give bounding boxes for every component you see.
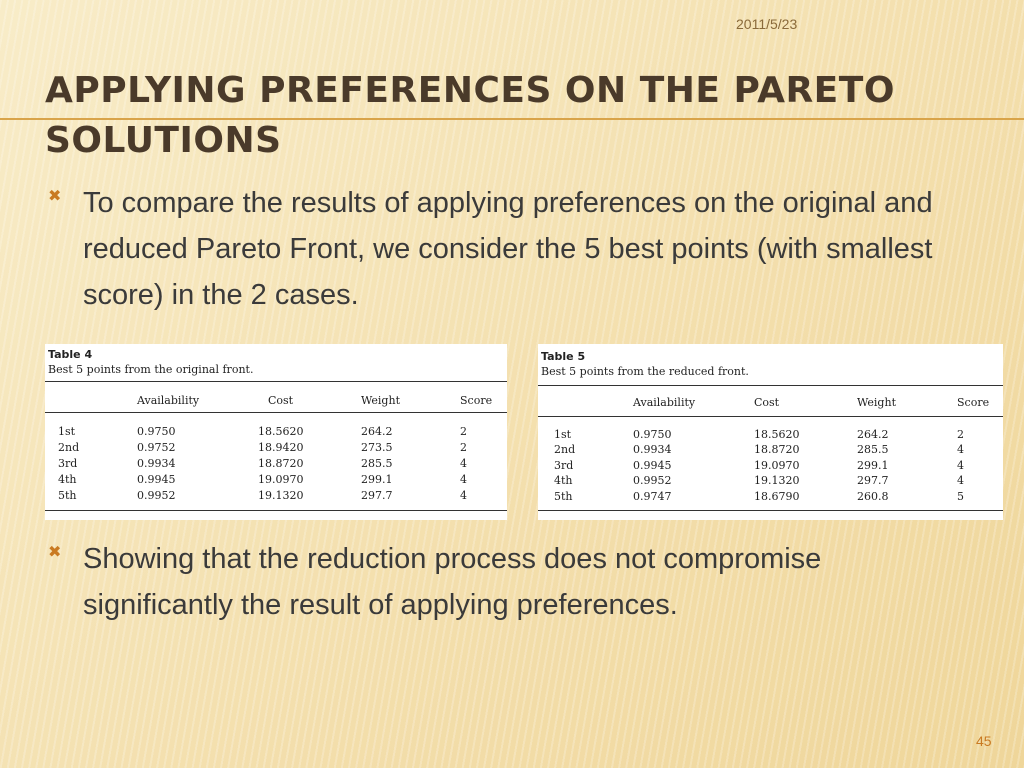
table-original-front — [45, 344, 507, 520]
cell-score: 4 — [460, 473, 467, 486]
table-reduced-front — [538, 344, 1003, 520]
cell-rank: 5th — [554, 490, 573, 503]
bullet-2 — [48, 536, 978, 636]
cell-score: 4 — [957, 459, 964, 472]
cell-weight: 273.5 — [361, 441, 393, 454]
table-rule-header — [45, 412, 507, 413]
cell-cost: 19.1320 — [258, 489, 304, 502]
cell-rank: 3rd — [58, 457, 78, 470]
cell-availability: 0.9945 — [137, 473, 176, 486]
cell-availability: 0.9952 — [137, 489, 176, 502]
slide-date: 2011/5/23 — [736, 16, 798, 32]
cell-weight: 264.2 — [857, 428, 889, 441]
cell-weight: 297.7 — [857, 474, 889, 487]
cell-cost: 18.9420 — [258, 441, 304, 454]
col-header-availability: Availability — [633, 396, 696, 409]
slide-title: APPLYING PREFERENCES ON THE PARETO SOLUTIONS — [45, 70, 895, 161]
col-header-availability: Availability — [137, 394, 200, 407]
cell-cost: 18.8720 — [754, 443, 800, 456]
table-caption: Best 5 points from the original front. — [48, 363, 254, 376]
cell-rank: 4th — [554, 474, 573, 487]
table-rule-top — [538, 385, 1003, 386]
x-bullet-icon: ✖ — [48, 188, 62, 205]
cell-availability: 0.9752 — [137, 441, 176, 454]
cell-rank: 2nd — [58, 441, 80, 454]
col-header-weight: Weight — [361, 394, 400, 407]
table-rule-header — [538, 416, 1003, 417]
cell-weight: 299.1 — [361, 473, 393, 486]
cell-weight: 264.2 — [361, 425, 393, 438]
table-rule-top — [45, 381, 507, 382]
bullet-1 — [48, 180, 978, 320]
cell-score: 5 — [957, 490, 964, 503]
cell-rank: 1st — [58, 425, 76, 438]
table-rule-bottom — [538, 510, 1003, 511]
cell-cost: 18.5620 — [258, 425, 304, 438]
cell-rank: 3rd — [554, 459, 574, 472]
cell-cost: 18.6790 — [754, 490, 800, 503]
cell-score: 2 — [460, 425, 467, 438]
cell-cost: 19.0970 — [754, 459, 800, 472]
table-name: Table 4 — [48, 348, 93, 361]
cell-cost: 18.5620 — [754, 428, 800, 441]
cell-rank: 2nd — [554, 443, 576, 456]
cell-weight: 260.8 — [857, 490, 889, 503]
table-name: Table 5 — [541, 350, 586, 363]
cell-score: 2 — [957, 428, 964, 441]
bullet-1-text: To compare the results of applying preferences on the original and reduced Pareto Front, we consider the 5 best points (with smallest score) in the 2 cases. — [83, 187, 933, 311]
bullet-2-text: Showing that the reduction process does not compromise significantly the result of applying preferences. — [83, 543, 822, 621]
page-number: 45 — [976, 733, 992, 749]
cell-availability: 0.9945 — [633, 459, 672, 472]
cell-availability: 0.9747 — [633, 490, 672, 503]
x-bullet-icon: ✖ — [48, 544, 62, 561]
cell-cost: 18.8720 — [258, 457, 304, 470]
cell-availability: 0.9934 — [137, 457, 176, 470]
col-header-score: Score — [957, 396, 990, 409]
cell-score: 4 — [460, 489, 467, 502]
cell-availability: 0.9750 — [633, 428, 672, 441]
cell-weight: 299.1 — [857, 459, 889, 472]
table-rule-bottom — [45, 510, 507, 511]
cell-availability: 0.9934 — [633, 443, 672, 456]
cell-weight: 297.7 — [361, 489, 393, 502]
col-header-cost: Cost — [268, 394, 294, 407]
cell-rank: 1st — [554, 428, 572, 441]
cell-score: 2 — [460, 441, 467, 454]
cell-cost: 19.1320 — [754, 474, 800, 487]
cell-rank: 4th — [58, 473, 77, 486]
cell-weight: 285.5 — [857, 443, 889, 456]
cell-cost: 19.0970 — [258, 473, 304, 486]
cell-score: 4 — [957, 474, 964, 487]
cell-availability: 0.9750 — [137, 425, 176, 438]
table-caption: Best 5 points from the reduced front. — [541, 365, 749, 378]
cell-rank: 5th — [58, 489, 77, 502]
title-divider — [0, 118, 1024, 120]
col-header-cost: Cost — [754, 396, 780, 409]
cell-score: 4 — [957, 443, 964, 456]
cell-score: 4 — [460, 457, 467, 470]
cell-availability: 0.9952 — [633, 474, 672, 487]
col-header-score: Score — [460, 394, 493, 407]
cell-weight: 285.5 — [361, 457, 393, 470]
col-header-weight: Weight — [857, 396, 896, 409]
